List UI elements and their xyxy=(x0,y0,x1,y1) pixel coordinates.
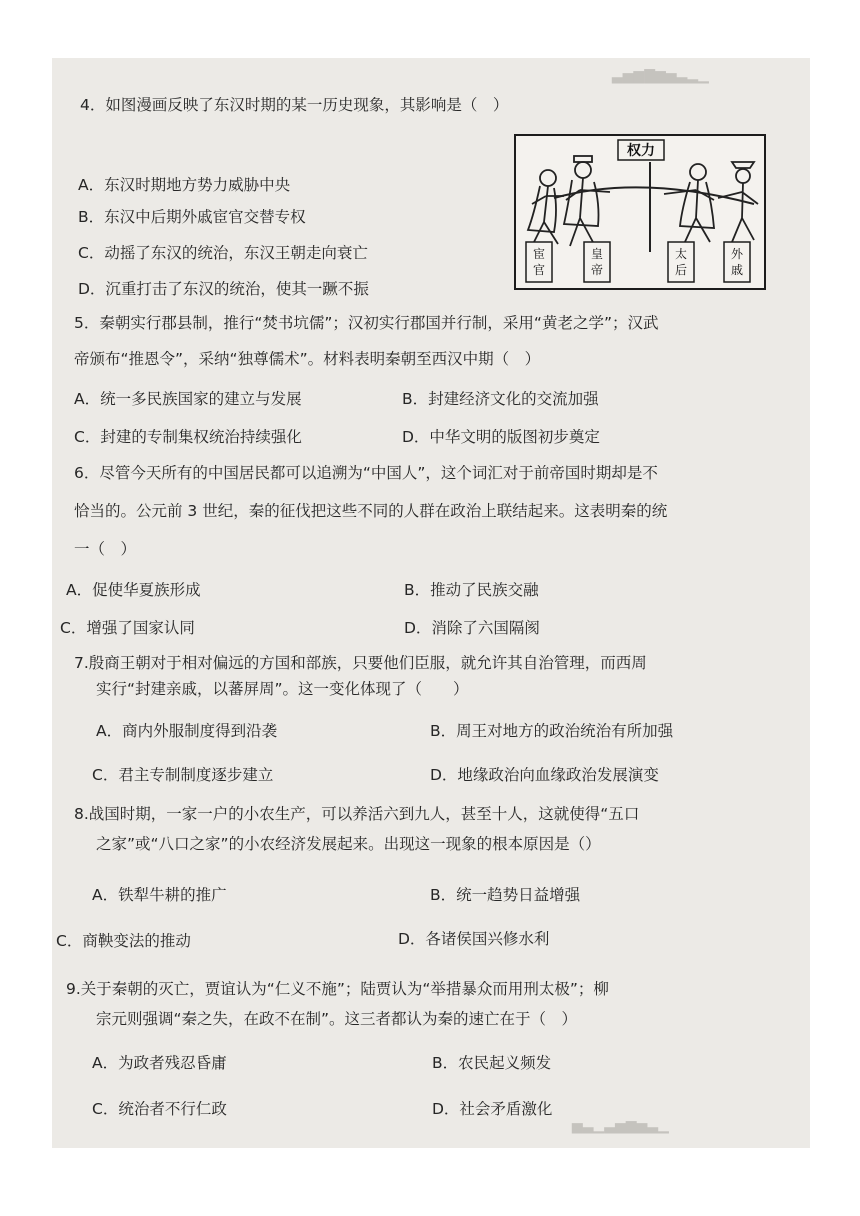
q6-option-a: A．促使华夏族形成 xyxy=(66,581,201,599)
q7-option-a: A．商内外服制度得到沿袭 xyxy=(96,722,278,740)
q8-option-a: A．铁犁牛耕的推广 xyxy=(92,886,227,904)
q7-option-b: B．周王对地方的政治统治有所加强 xyxy=(430,722,674,740)
exam-page xyxy=(52,58,810,1148)
q8-option-b: B．统一趋势日益增强 xyxy=(430,886,581,904)
q6-option-d: D．消除了六国隔阂 xyxy=(404,619,540,637)
q9-stem-line2: 宗元则强调“秦之失，在政不在制”。这三者都认为秦的速亡在于（ ） xyxy=(96,1010,578,1028)
q7-option-c: C．君主专制制度逐步建立 xyxy=(92,766,274,784)
q9-option-d: D．社会矛盾激化 xyxy=(432,1100,553,1118)
q5-option-c: C．封建的专制集权统治持续强化 xyxy=(74,428,302,446)
q4-stem: 4．如图漫画反映了东汉时期的某一历史现象，其影响是（ ） xyxy=(80,96,509,114)
q5-option-a: A．统一多民族国家的建立与发展 xyxy=(74,390,302,408)
q8-option-c: C．商鞅变法的推动 xyxy=(56,932,191,950)
q4-option-a: A．东汉时期地方势力威胁中央 xyxy=(78,176,291,194)
q9-option-c: C．统治者不行仁政 xyxy=(92,1100,227,1118)
q5-option-d: D．中华文明的版图初步奠定 xyxy=(402,428,600,446)
q6-stem-line2: 恰当的。公元前 3 世纪，秦的征伐把这些不同的人群在政治上联结起来。这表明秦的统 xyxy=(74,502,668,520)
q5-stem-line1: 5．秦朝实行郡县制，推行“焚书坑儒”；汉初实行郡国并行制，采用“黄老之学”；汉武 xyxy=(74,314,659,332)
cartoon-label-char: 戚 xyxy=(730,263,744,277)
bleed-through-text: ▁▂▃▅▆▇▆▅▃ xyxy=(612,68,709,84)
q6-option-b: B．推动了民族交融 xyxy=(404,581,539,599)
q9-stem-line1: 9.关于秦朝的灭亡，贾谊认为“仁义不施”；陆贾认为“举措暴众而用刑太极”；柳 xyxy=(66,980,609,998)
cartoon-label-char: 帝 xyxy=(590,263,604,277)
cartoon-label-char: 官 xyxy=(532,263,546,277)
power-banner-label: 权力 xyxy=(627,143,655,159)
q6-stem-line1: 6．尽管今天所有的中国居民都可以追溯为“中国人”，这个词汇对于前帝国时期却是不 xyxy=(74,464,658,482)
q9-option-b: B．农民起义频发 xyxy=(432,1054,552,1072)
q8-option-d: D．各诸侯国兴修水利 xyxy=(398,930,550,948)
cartoon-label-char: 太 xyxy=(674,247,688,261)
q4-cartoon-image xyxy=(514,134,766,290)
q4-option-d: D．沉重打击了东汉的统治，使其一蹶不振 xyxy=(78,280,369,298)
q8-stem-line2: 之家”或“八口之家”的小农经济发展起来。出现这一现象的根本原因是（） xyxy=(96,835,601,853)
cartoon-label-char: 皇 xyxy=(590,247,604,261)
q6-option-c: C．增强了国家认同 xyxy=(60,619,195,637)
q4-option-c: C．动摇了东汉的统治，东汉王朝走向衰亡 xyxy=(78,244,368,262)
q5-stem-line2: 帝颁布“推恩令”，采纳“独尊儒术”。材料表明秦朝至西汉中期（ ） xyxy=(74,350,541,368)
q9-option-a: A．为政者残忍昏庸 xyxy=(92,1054,227,1072)
q8-stem-line1: 8.战国时期，一家一户的小农生产，可以养活六到九人，甚至十人，这就使得“五口 xyxy=(74,805,640,823)
q7-option-d: D．地缘政治向血缘政治发展演变 xyxy=(430,766,659,784)
cartoon-label-char: 后 xyxy=(674,263,688,277)
q6-stem-line3: 一（ ） xyxy=(74,540,137,558)
bleed-through-text: ▁▃▅▆▅▃▁▃▅ xyxy=(572,1118,669,1134)
cartoon-label-char: 外 xyxy=(730,247,744,261)
cartoon-label-char: 宦 xyxy=(532,247,546,261)
q7-stem-line1: 7.殷商王朝对于相对偏远的方国和部族，只要他们臣服，就允许其自治管理，而西周 xyxy=(74,654,647,672)
q5-option-b: B．封建经济文化的交流加强 xyxy=(402,390,599,408)
q4-option-b: B．东汉中后期外戚宦官交替专权 xyxy=(78,208,306,226)
q7-stem-line2: 实行“封建亲戚，以蕃屏周”。这一变化体现了（ ） xyxy=(96,680,469,698)
